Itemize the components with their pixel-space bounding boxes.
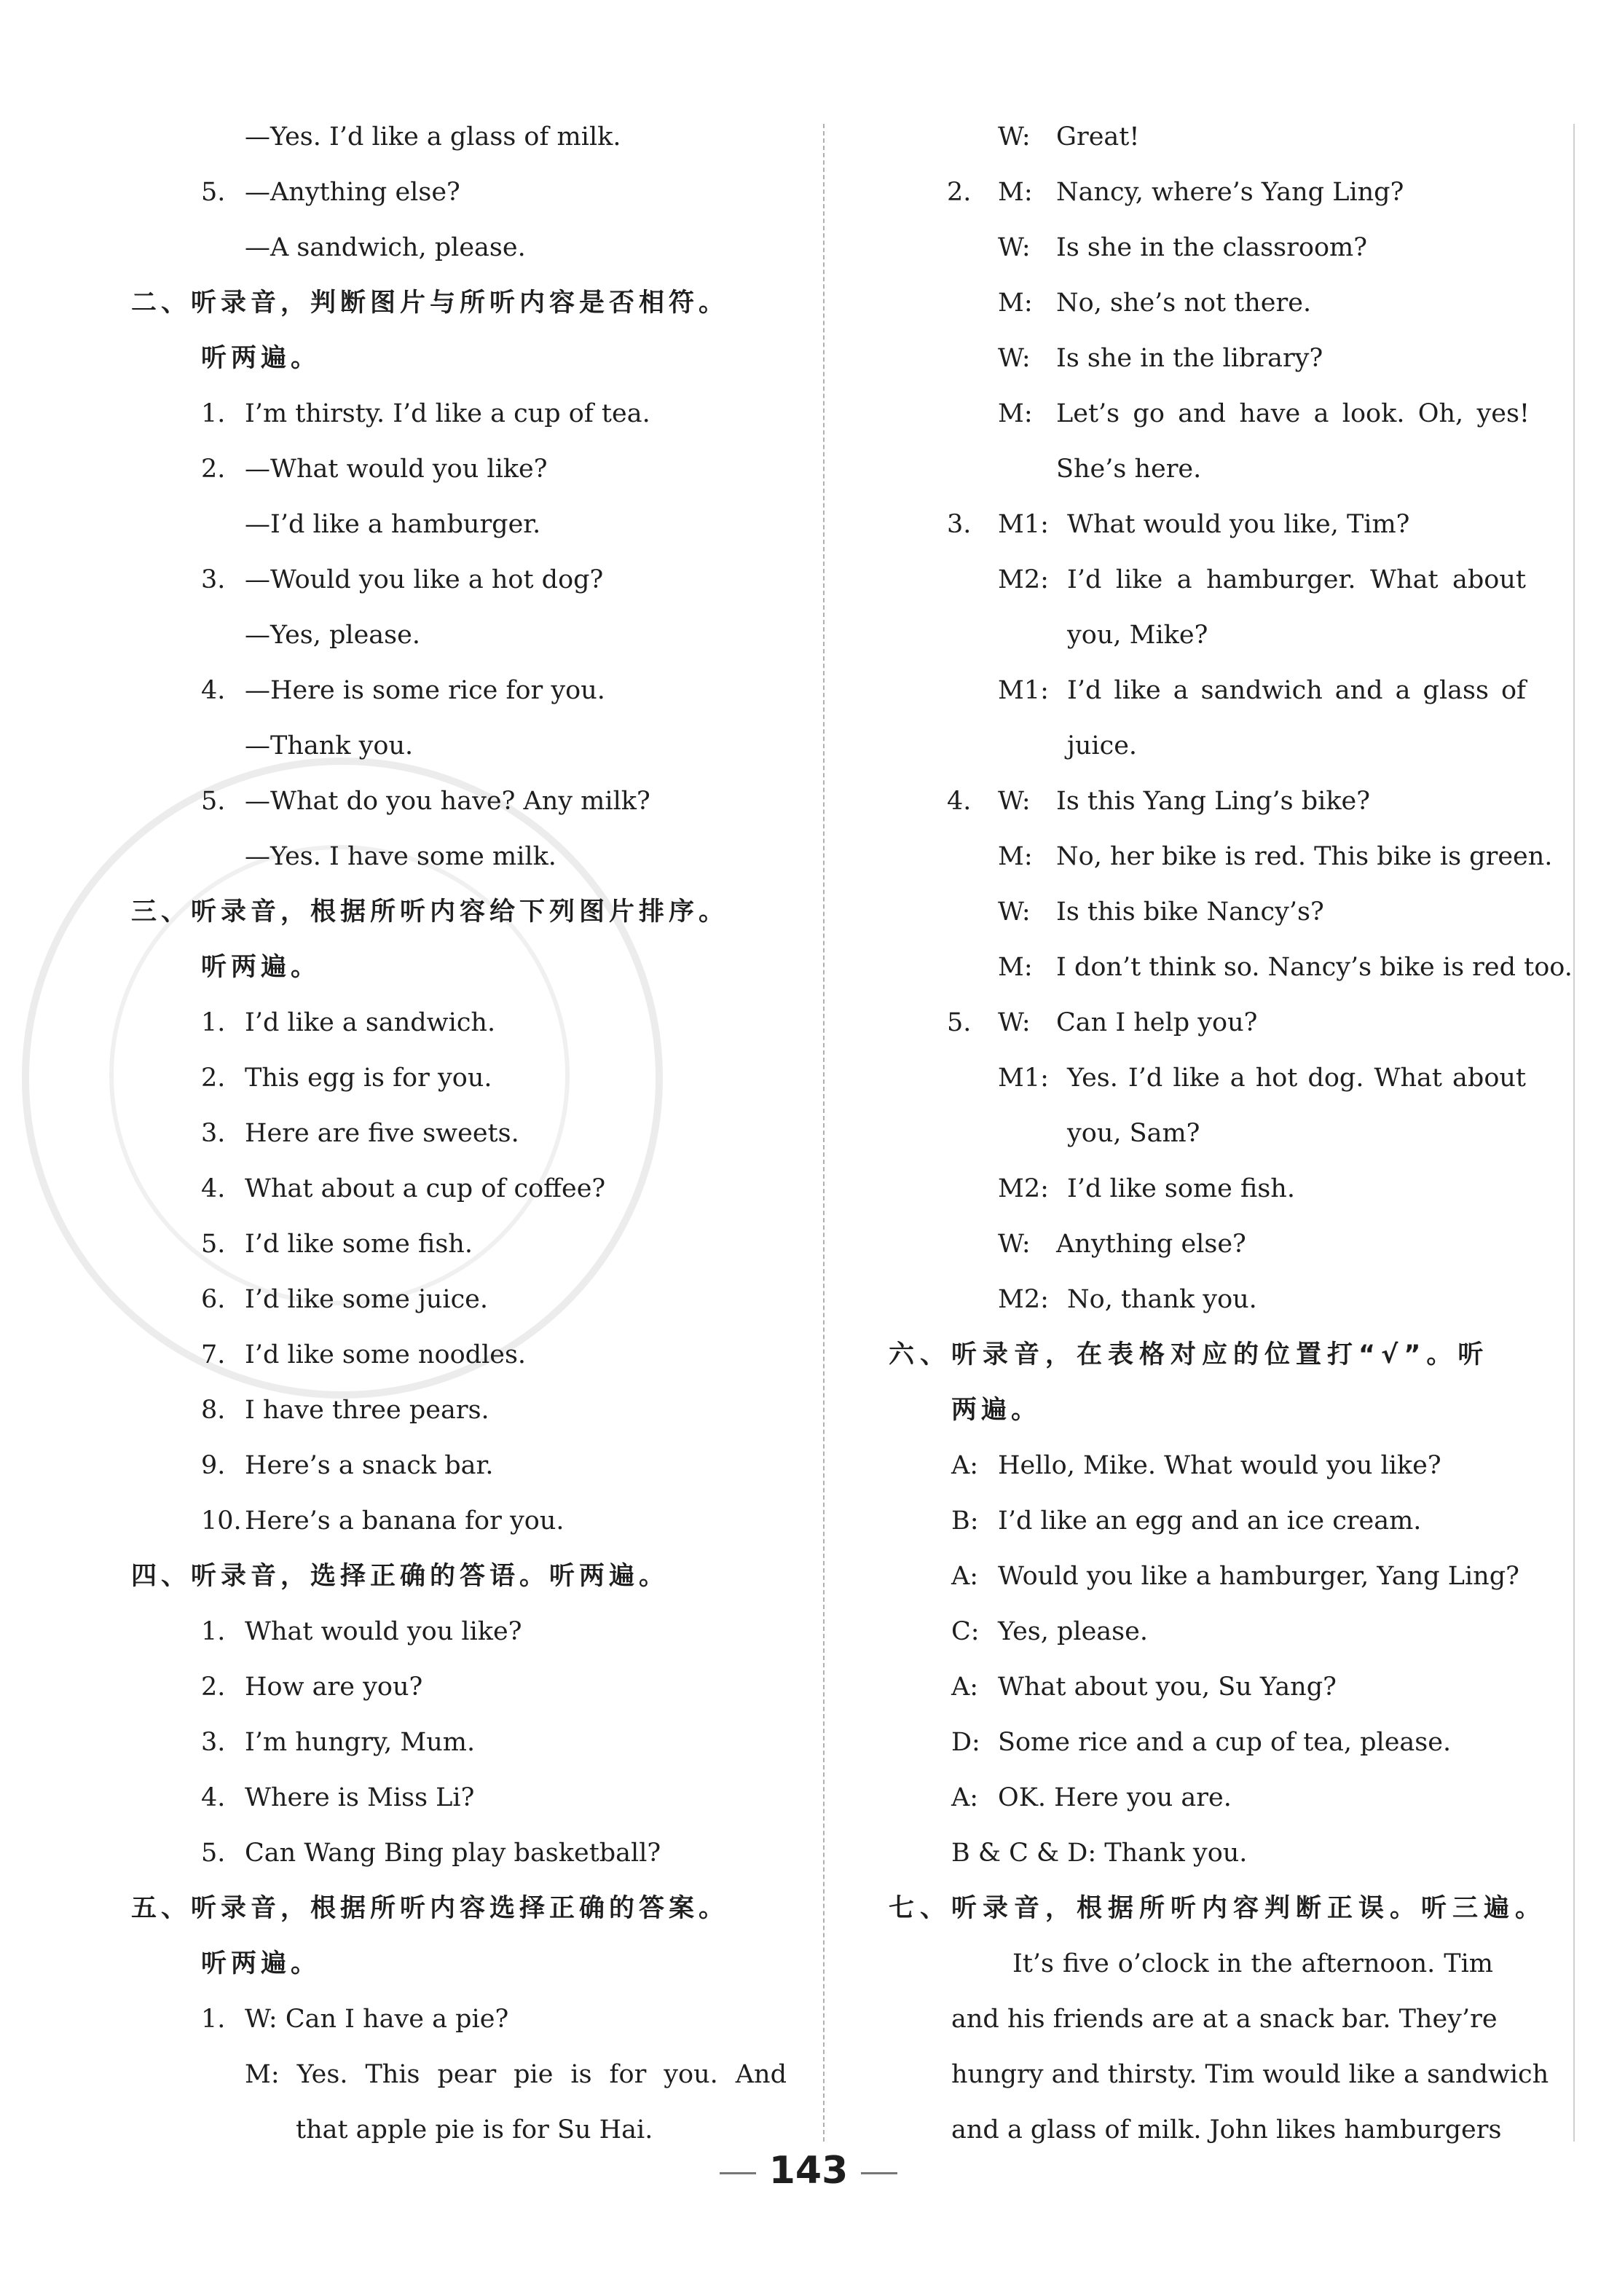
section-heading-text: 七、听录音，根据所听内容判断正误。听三遍。	[889, 1894, 1547, 1923]
item-number: 5.	[201, 1839, 226, 1868]
section-heading-cont: 听两遍。	[201, 344, 321, 373]
item-continuation: M: Yes. This pear pie is for you. And	[245, 2060, 787, 2089]
dialogue-line	[889, 552, 1530, 608]
dialogue-line	[889, 1106, 1530, 1161]
dialogue-line	[889, 386, 1530, 441]
list-item	[131, 1493, 801, 1549]
speaker-label: M:	[998, 288, 1033, 318]
item-continuation: —A sandwich, please.	[245, 233, 526, 262]
speaker-label: M2:	[998, 565, 1049, 594]
speaker-label: B:	[951, 1506, 979, 1536]
dialogue-text: Yes. I’d like a hot dog. What about	[1067, 1064, 1526, 1093]
item-text: —Here is some rice for you.	[245, 676, 605, 705]
dialogue-line	[889, 1493, 1530, 1549]
dialogue-text: Great!	[1056, 122, 1140, 152]
item-number: 4.	[201, 1783, 226, 1812]
speaker-label: M:	[998, 842, 1033, 871]
list-item	[131, 441, 801, 497]
item-number: 1.	[201, 399, 226, 428]
passage-line	[889, 1936, 1530, 1992]
speaker-label: M1:	[998, 676, 1049, 705]
speaker-label: A:	[951, 1672, 979, 1702]
speaker-label: M:	[998, 178, 1033, 207]
item-number: 9.	[201, 1451, 226, 1480]
dialogue-line	[889, 275, 1530, 331]
list-item	[131, 1770, 801, 1825]
list-item	[131, 1161, 801, 1216]
item-text: —What do you have? Any milk?	[245, 787, 650, 816]
item-text: What about a cup of coffee?	[245, 1174, 606, 1203]
dialogue-text: I’d like an egg and an ice cream.	[998, 1506, 1422, 1536]
item-text: —What would you like?	[245, 455, 548, 484]
passage-text: hungry and thirsty. Tim would like a sandwich	[951, 2060, 1549, 2089]
dialogue-text: Is she in the classroom?	[1056, 233, 1367, 262]
dialogue-line	[889, 1715, 1530, 1770]
dialogue-line	[889, 608, 1530, 663]
dialogue-line	[889, 663, 1530, 718]
item-text: —Would you like a hot dog?	[245, 565, 604, 594]
item-text: I’m thirsty. I’d like a cup of tea.	[245, 399, 650, 428]
item-number: 2.	[201, 1064, 226, 1093]
column-divider	[823, 124, 825, 2142]
list-item	[131, 995, 801, 1050]
dialogue-line	[889, 1549, 1530, 1604]
right-column	[889, 109, 1573, 2158]
dialogue-line	[889, 829, 1553, 884]
list-item	[131, 165, 801, 220]
dialogue-line	[889, 940, 1573, 995]
item-number: 1.	[201, 1617, 226, 1646]
speaker-label: W:	[998, 122, 1031, 152]
list-item	[131, 552, 801, 608]
item-text: Here’s a snack bar.	[245, 1451, 494, 1480]
passage-line	[889, 1992, 1530, 2047]
dialogue-continuation: you, Sam?	[1067, 1119, 1200, 1148]
item-number: 3.	[947, 510, 972, 539]
dialogue-text: Yes, please.	[998, 1617, 1148, 1646]
dialogue-text: What would you like, Tim?	[1067, 510, 1410, 539]
item-number: 8.	[201, 1396, 226, 1425]
list-item	[131, 386, 801, 441]
section-heading-cont	[889, 1383, 1530, 1438]
list-item	[131, 1604, 801, 1659]
speaker-label: A:	[951, 1451, 979, 1480]
dialogue-line	[889, 774, 1530, 829]
dialogue-line	[889, 109, 1530, 165]
dialogue-line	[889, 884, 1530, 940]
item-text: I’d like a sandwich.	[245, 1008, 496, 1037]
item-number: 3.	[201, 565, 226, 594]
page-number-text: 143	[768, 2149, 849, 2193]
dialogue-line	[889, 718, 1530, 774]
list-item	[131, 1825, 801, 1881]
dialogue-text: Anything else?	[1056, 1230, 1246, 1259]
item-continuation: —I’d like a hamburger.	[245, 510, 541, 539]
section-heading-text: 两遍。	[951, 1396, 1042, 1425]
dialogue-text: Some rice and a cup of tea, please.	[998, 1728, 1452, 1757]
dialogue-text: Can I help you?	[1056, 1008, 1258, 1037]
item-number: 7.	[201, 1340, 226, 1369]
dialogue-line	[889, 497, 1530, 552]
dialogue-text: No, her bike is red. This bike is green.	[1056, 842, 1553, 871]
item-text: This egg is for you.	[245, 1064, 492, 1093]
passage-text: and his friends are at a snack bar. They’re	[951, 2005, 1498, 2034]
dialogue-text: I’d like a hamburger. What about	[1067, 565, 1526, 594]
dialogue-line	[889, 1604, 1530, 1659]
left-column	[131, 109, 801, 2158]
speaker-label: W:	[998, 787, 1031, 816]
list-item	[131, 1659, 801, 1715]
list-item	[131, 1383, 801, 1438]
section-heading	[889, 1881, 1547, 1936]
item-number: 5.	[201, 787, 226, 816]
item-number: 5.	[201, 178, 226, 207]
dialogue-text: Let’s go and have a look. Oh, yes!	[1056, 399, 1530, 428]
item-continuation: —Yes. I’d like a glass of milk.	[245, 122, 621, 152]
dialogue-line	[889, 1272, 1530, 1327]
item-text: How are you?	[245, 1672, 423, 1702]
item-text: I’m hungry, Mum.	[245, 1728, 476, 1757]
list-item	[131, 1715, 801, 1770]
dialogue-text: OK. Here you are.	[998, 1783, 1232, 1812]
section-heading: 二、听录音，判断图片与所听内容是否相符。	[131, 288, 729, 318]
dialogue-line	[889, 1825, 1530, 1881]
dialogue-line	[889, 1216, 1530, 1272]
dialogue-text: I don’t think so. Nancy’s bike is red too.	[1056, 953, 1573, 982]
item-number: 6.	[201, 1285, 226, 1314]
speaker-label: W:	[998, 1008, 1031, 1037]
list-item	[131, 1438, 801, 1493]
item-continuation: that apple pie is for Su Hai.	[296, 2115, 653, 2144]
speaker-label: W:	[998, 344, 1031, 373]
page-number	[0, 2142, 1617, 2200]
dialogue-text: Is this Yang Ling’s bike?	[1056, 787, 1371, 816]
item-number: 1.	[201, 1008, 226, 1037]
item-text: Here are five sweets.	[245, 1119, 519, 1148]
dialogue-text: Nancy, where’s Yang Ling?	[1056, 178, 1404, 207]
dialogue-line	[889, 1659, 1530, 1715]
item-number: 4.	[947, 787, 972, 816]
dialogue-line	[889, 1161, 1530, 1216]
list-item	[131, 1327, 801, 1383]
speaker-label: A:	[951, 1562, 979, 1591]
speaker-label: M1:	[998, 510, 1049, 539]
dialogue-continuation: juice.	[1067, 731, 1138, 760]
dialogue-continuation: you, Mike?	[1067, 621, 1208, 650]
item-number: 2.	[947, 178, 972, 207]
item-text: I’d like some juice.	[245, 1285, 489, 1314]
list-item	[131, 663, 801, 718]
dialogue-text: Is she in the library?	[1056, 344, 1323, 373]
section-heading-cont: 听两遍。	[201, 953, 321, 982]
item-text: Here’s a banana for you.	[245, 1506, 564, 1536]
speaker-label: M:	[998, 399, 1033, 428]
speaker-label: M:	[998, 953, 1033, 982]
dialogue-line	[889, 165, 1530, 220]
item-number: 2.	[201, 1672, 226, 1702]
dialogue-text: What about you, Su Yang?	[998, 1672, 1337, 1702]
item-text: What would you like?	[245, 1617, 522, 1646]
item-number: 5.	[201, 1230, 226, 1259]
list-item	[131, 1992, 801, 2047]
dialogue-text: I’d like a sandwich and a glass of	[1067, 676, 1526, 705]
item-number: 5.	[947, 1008, 972, 1037]
dialogue-line	[889, 1438, 1530, 1493]
speaker-label: M2:	[998, 1174, 1049, 1203]
dialogue-line	[889, 995, 1530, 1050]
list-item	[131, 1272, 801, 1327]
dialogue-text: No, thank you.	[1067, 1285, 1257, 1314]
page-number-dash-left	[720, 2172, 756, 2174]
list-item	[131, 1050, 801, 1106]
dialogue-text: Would you like a hamburger, Yang Ling?	[998, 1562, 1519, 1591]
item-text: Can Wang Bing play basketball?	[245, 1839, 661, 1868]
item-text: Where is Miss Li?	[245, 1783, 475, 1812]
section-heading-text: 六、听录音，在表格对应的位置打“√”。听	[889, 1340, 1490, 1369]
item-text: I’d like some fish.	[245, 1230, 473, 1259]
speaker-label: M1:	[998, 1064, 1049, 1093]
speaker-label: M2:	[998, 1285, 1049, 1314]
speaker-label: C:	[951, 1617, 980, 1646]
dialogue-line	[889, 1770, 1530, 1825]
dialogue-text: No, she’s not there.	[1056, 288, 1312, 318]
item-continuation: —Yes. I have some milk.	[245, 842, 556, 871]
dialogue-text: Is this bike Nancy’s?	[1056, 897, 1324, 927]
section-heading: 五、听录音，根据所听内容选择正确的答案。	[131, 1894, 729, 1923]
dialogue-line	[889, 1050, 1530, 1106]
dialogue-text: B & C & D: Thank you.	[951, 1839, 1248, 1868]
item-continuation: —Thank you.	[245, 731, 414, 760]
section-heading-cont: 听两遍。	[201, 1949, 321, 1978]
list-item	[131, 1216, 801, 1272]
passage-line	[889, 2047, 1549, 2102]
item-number: 3.	[201, 1119, 226, 1148]
list-item	[131, 1106, 801, 1161]
speaker-label: W:	[998, 897, 1031, 927]
section-heading: 四、听录音，选择正确的答语。听两遍。	[131, 1562, 669, 1591]
dialogue-line	[889, 220, 1530, 275]
item-number: 3.	[201, 1728, 226, 1757]
speaker-label: W:	[998, 233, 1031, 262]
item-number: 10.	[201, 1506, 242, 1536]
speaker-label: A:	[951, 1783, 979, 1812]
dialogue-text: I’d like some fish.	[1067, 1174, 1295, 1203]
right-margin-rule	[1573, 124, 1575, 2142]
list-item	[131, 774, 801, 829]
section-heading	[889, 1327, 1530, 1383]
item-number: 4.	[201, 1174, 226, 1203]
page-number-dash-right	[861, 2172, 897, 2174]
dialogue-line	[889, 441, 1530, 497]
section-heading: 三、听录音，根据所听内容给下列图片排序。	[131, 897, 729, 927]
item-text: I have three pears.	[245, 1396, 489, 1425]
item-number: 1.	[201, 2005, 226, 2034]
speaker-label: D:	[951, 1728, 980, 1757]
dialogue-text: Hello, Mike. What would you like?	[998, 1451, 1441, 1480]
dialogue-line	[889, 331, 1530, 386]
item-number: 2.	[201, 455, 226, 484]
passage-text: It’s five o’clock in the afternoon. Tim	[1012, 1949, 1493, 1978]
item-text: W: Can I have a pie?	[245, 2005, 509, 2034]
speaker-label: W:	[998, 1230, 1031, 1259]
item-text: I’d like some noodles.	[245, 1340, 527, 1369]
dialogue-continuation: She’s here.	[1056, 455, 1202, 484]
item-text: —Anything else?	[245, 178, 460, 207]
passage-text: and a glass of milk. John likes hamburgers	[951, 2115, 1502, 2144]
item-number: 4.	[201, 676, 226, 705]
item-continuation: —Yes, please.	[245, 621, 420, 650]
